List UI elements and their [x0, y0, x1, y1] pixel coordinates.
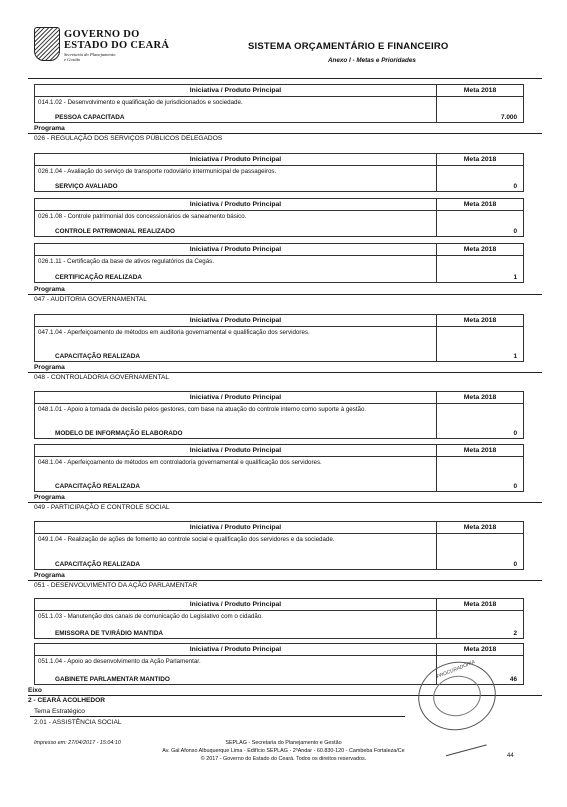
initiative-description: 026.1.04 - Avaliação do serviço de transporte rodoviário intermunicipal de passageiros.	[38, 168, 277, 175]
col-initiative-header: Iniciativa / Produto Principal	[35, 599, 437, 610]
program-label: Programa	[34, 494, 65, 501]
secretaria-line1: Secretaria do Planejamento	[64, 52, 116, 57]
system-title: SISTEMA ORÇAMENTÁRIO E FINANCEIRO	[248, 41, 449, 52]
initiative-description: 026.1.08 - Controle patrimonial dos concessionários de saneamento básico.	[38, 213, 247, 220]
initiative-description: 048.1.04 - Aperfeiçoamento de métodos em controladoria governamental e qualificação dos servidores.	[38, 459, 322, 466]
printed-timestamp: Impresso em: 27/04/2017 - 15:04:10	[34, 740, 121, 746]
goal-value: 46	[509, 676, 517, 683]
col-goal-header: Meta 2018	[463, 201, 497, 208]
annex-subtitle: Anexo I - Metas e Prioridades	[328, 57, 416, 64]
tema-value: 2.01 - ASSISTÊNCIA SOCIAL	[34, 719, 122, 726]
goal-value: 0	[513, 430, 517, 437]
goal-value: 0	[513, 183, 517, 190]
tema-divider	[30, 716, 405, 717]
col-goal-header: Meta 2018	[463, 394, 497, 401]
eixo-value: 2 - CEARÁ ACOLHEDOR	[28, 697, 106, 704]
col-goal-header: Meta 2018	[463, 317, 497, 324]
col-initiative-header: Iniciativa / Produto Principal	[35, 392, 437, 403]
program-title: 049 - PARTICIPAÇÃO E CONTROLE SOCIAL	[34, 504, 170, 511]
program-title: 048 - CONTROLADORIA GOVERNAMENTAL	[34, 374, 170, 381]
col-initiative-header: Iniciativa / Produto Principal	[35, 244, 437, 255]
initiative-block	[34, 598, 524, 639]
initiative-block	[34, 84, 524, 123]
program-divider	[28, 294, 542, 295]
col-initiative-header: Iniciativa / Produto Principal	[35, 522, 437, 533]
col-goal-header: Meta 2018	[463, 524, 497, 531]
goal-value: 0	[513, 228, 517, 235]
product-label: SERVIÇO AVALIADO	[55, 183, 118, 190]
footer-line2: Av. Gal Afonso Albuquerque Lima - Edifício SEPLAG - 2ºAndar - 60.830-120 - Cambeba Fortaleza/Ce	[162, 748, 405, 754]
gov-title-line2: ESTADO DO CEARÁ	[64, 40, 170, 51]
product-label: CAPACITAÇÃO REALIZADA	[55, 561, 140, 568]
initiative-description: 049.1.04 - Realização de ações de fomento ao controle social e qualificação dos servidores e da sociedade.	[38, 536, 335, 543]
stamp-text: PROCURADORIA	[435, 659, 476, 681]
product-label: CERTIFICAÇÃO REALIZADA	[55, 274, 142, 281]
program-divider	[28, 372, 542, 373]
gov-title-line1: GOVERNO DO	[64, 29, 140, 40]
initiative-block	[34, 314, 524, 362]
page-header	[34, 27, 539, 79]
goal-value: 1	[513, 353, 517, 360]
product-label: CAPACITAÇÃO REALIZADA	[55, 353, 140, 360]
initiative-description: 047.1.04 - Aperfeiçoamento de métodos em auditoria governamental e qualificação dos servidores.	[38, 329, 310, 336]
program-title: 047 - AUDITORIA GOVERNAMENTAL	[34, 296, 147, 303]
product-label: CAPACITAÇÃO REALIZADA	[55, 483, 140, 490]
footer-line3: © 2017 - Governo do Estado do Ceará. Todos os direitos reservados.	[200, 756, 367, 762]
program-label: Programa	[34, 572, 65, 579]
initiative-block	[34, 243, 524, 283]
tema-label: Tema Estratégico	[34, 708, 85, 715]
state-crest-icon	[34, 27, 60, 61]
initiative-block	[34, 198, 524, 237]
col-initiative-header: Iniciativa / Produto Principal	[35, 644, 437, 655]
goal-value: 1	[513, 274, 517, 281]
col-goal-header: Meta 2018	[463, 156, 497, 163]
program-divider	[28, 580, 542, 581]
product-label: EMISSORA DE TV/RÁDIO MANTIDA	[55, 630, 164, 637]
col-goal-header: Meta 2018	[463, 646, 497, 653]
initiative-description: 026.1.11 - Certificação da base de ativos regulatórios da Cegás.	[38, 258, 214, 265]
product-label: CONTROLE PATRIMONIAL REALIZADO	[55, 228, 175, 235]
program-label: Programa	[34, 286, 65, 293]
initiative-description: 048.1.01 - Apoio à tomada de decisão pelos gestores, com base na atuação do controle interno como suporte à gestão.	[38, 406, 367, 413]
col-initiative-header: Iniciativa / Produto Principal	[35, 85, 437, 96]
initiative-description: 014.1.02 - Desenvolvimento e qualificação de jurisdicionados e sociedade.	[38, 99, 243, 106]
eixo-label: Eixo	[28, 687, 42, 694]
col-initiative-header: Iniciativa / Produto Principal	[35, 445, 437, 456]
product-label: PESSOA CAPACITADA	[55, 114, 125, 121]
product-label: MODELO DE INFORMAÇÃO ELABORADO	[55, 430, 183, 437]
program-title: 026 - REGULAÇÃO DOS SERVIÇOS PÚBLICOS DELEGADOS	[34, 135, 223, 142]
col-initiative-header: Iniciativa / Produto Principal	[35, 315, 437, 326]
initiative-block	[34, 391, 524, 439]
goal-value: 7.000	[501, 114, 517, 121]
program-divider	[28, 502, 542, 503]
col-goal-header: Meta 2018	[463, 601, 497, 608]
goal-value: 0	[513, 561, 517, 568]
program-title: 051 - DESENVOLVIMENTO DA AÇÃO PARLAMENTAR	[34, 582, 198, 589]
initiative-description: 051.1.03 - Manutenção dos canais de comunicação do Legislativo com o cidadão.	[38, 613, 263, 620]
program-label: Programa	[34, 125, 65, 132]
footer-line1: SEPLAG - Secretaria do Planejamento e Gestão	[225, 740, 342, 746]
secretaria-line2: e Gestão	[64, 57, 81, 62]
initiative-block	[34, 521, 524, 570]
initiative-block	[34, 153, 524, 192]
col-goal-header: Meta 2018	[463, 87, 497, 94]
goal-value: 2	[513, 630, 517, 637]
program-divider	[28, 133, 542, 134]
header-divider	[28, 78, 542, 79]
col-initiative-header: Iniciativa / Produto Principal	[35, 154, 437, 165]
initiative-description: 051.1.04 - Apoio ao desenvolvimento da Ação Parlamentar.	[38, 658, 201, 665]
product-label: GABINETE PARLAMENTAR MANTIDO	[55, 676, 170, 683]
program-label: Programa	[34, 364, 65, 371]
page-number: 44	[507, 753, 514, 759]
col-initiative-header: Iniciativa / Produto Principal	[35, 199, 437, 210]
col-goal-header: Meta 2018	[463, 246, 497, 253]
col-goal-header: Meta 2018	[463, 447, 497, 454]
goal-value: 0	[513, 483, 517, 490]
initiative-block	[34, 444, 524, 492]
